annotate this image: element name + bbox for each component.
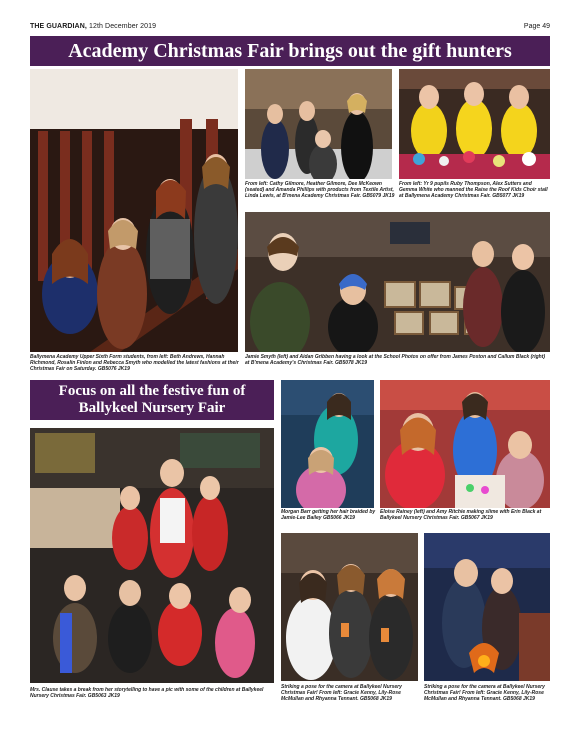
headline-nursery-line1: Focus on all the festive fun of (58, 383, 246, 399)
page-number: Page 49 (523, 23, 550, 30)
photo-mrs-clause (30, 428, 274, 683)
masthead-left (30, 23, 156, 30)
caption-students-staircase: Ballymena Academy Upper Sixth Form students, from left: Beth Andrews, Hannah Richmond, Rosalin Finlon and Rebecca Smyth who modelled the latest fashions at their Christmas Fair on Saturday. GB5076 JK19 (30, 354, 239, 372)
caption-hair-braiding: Morgan Barr getting her hair braided by Jamie-Lee Bailey GB5066 JK19 (281, 509, 376, 521)
photo-slime-making (380, 380, 550, 508)
photo-pose-girls (281, 533, 418, 681)
caption-school-photos-stall: Jamie Smyth (left) and Aidan Gribben having a look at the School Photos on offer from James Poston and Callum Black (right) at B'mena Academy's Christmas Fair. GB5078 JK19 (245, 354, 546, 366)
caption-slime-making: Eloise Rainey (left) and Amy Ritchie making slime with Erin Black at Ballykeel Nursery Christmas Fair. GB5067 JK19 (380, 509, 542, 521)
photo-school-photos-stall (245, 212, 550, 352)
photo-students-staircase (30, 69, 238, 352)
caption-textile-stall: From left: Cathy Gilmore, Heather Gilmore, Dee McKeown (seated) and Amanda Phillips with products from Textile Artist, Linda Lewis, at B'mena Academy Christmas Fair. GB5079 JK19 (245, 181, 395, 199)
caption-choir-stall: From left: Yr 9 pupils Ruby Thompson, Alex Sutters and Gemma White who manned the Raise the Roof Kids Choir stall at Ballymena Academy Christmas Fair. GB5077 JK19 (399, 181, 548, 199)
photo-choir-stall (399, 69, 550, 179)
publication-name: THE GUARDIAN, (30, 23, 87, 30)
photo-pose-family (424, 533, 550, 681)
headline-main: Academy Christmas Fair brings out the gift hunters (30, 36, 550, 66)
headline-nursery-line2: Ballykeel Nursery Fair (78, 400, 226, 416)
caption-mrs-clause: Mrs. Clause takes a break from her storytelling to have a pic with some of the children at Ballykeel Nursery Christmas Fair. GB5063 JK19 (30, 687, 264, 699)
issue-date: 12th December 2019 (88, 23, 157, 30)
masthead (30, 23, 550, 33)
headline-nursery (30, 380, 274, 420)
caption-pose-girls: Striking a pose for the camera at Ballykeel Nursery Christmas Fair! From left: Gracie Kenny, Lily-Rose McMullan and Rhyanna Tennant. GB5068 JK19 (281, 684, 402, 702)
photo-hair-braiding (281, 380, 374, 508)
photo-textile-stall (245, 69, 392, 179)
caption-pose-family: Striking a pose for the camera at Ballykeel Nursery Christmas Fair! From left: Gracie Kenny, Lily-Rose McMullan and Rhyanna Tennant. GB5068 JK19 (424, 684, 545, 702)
